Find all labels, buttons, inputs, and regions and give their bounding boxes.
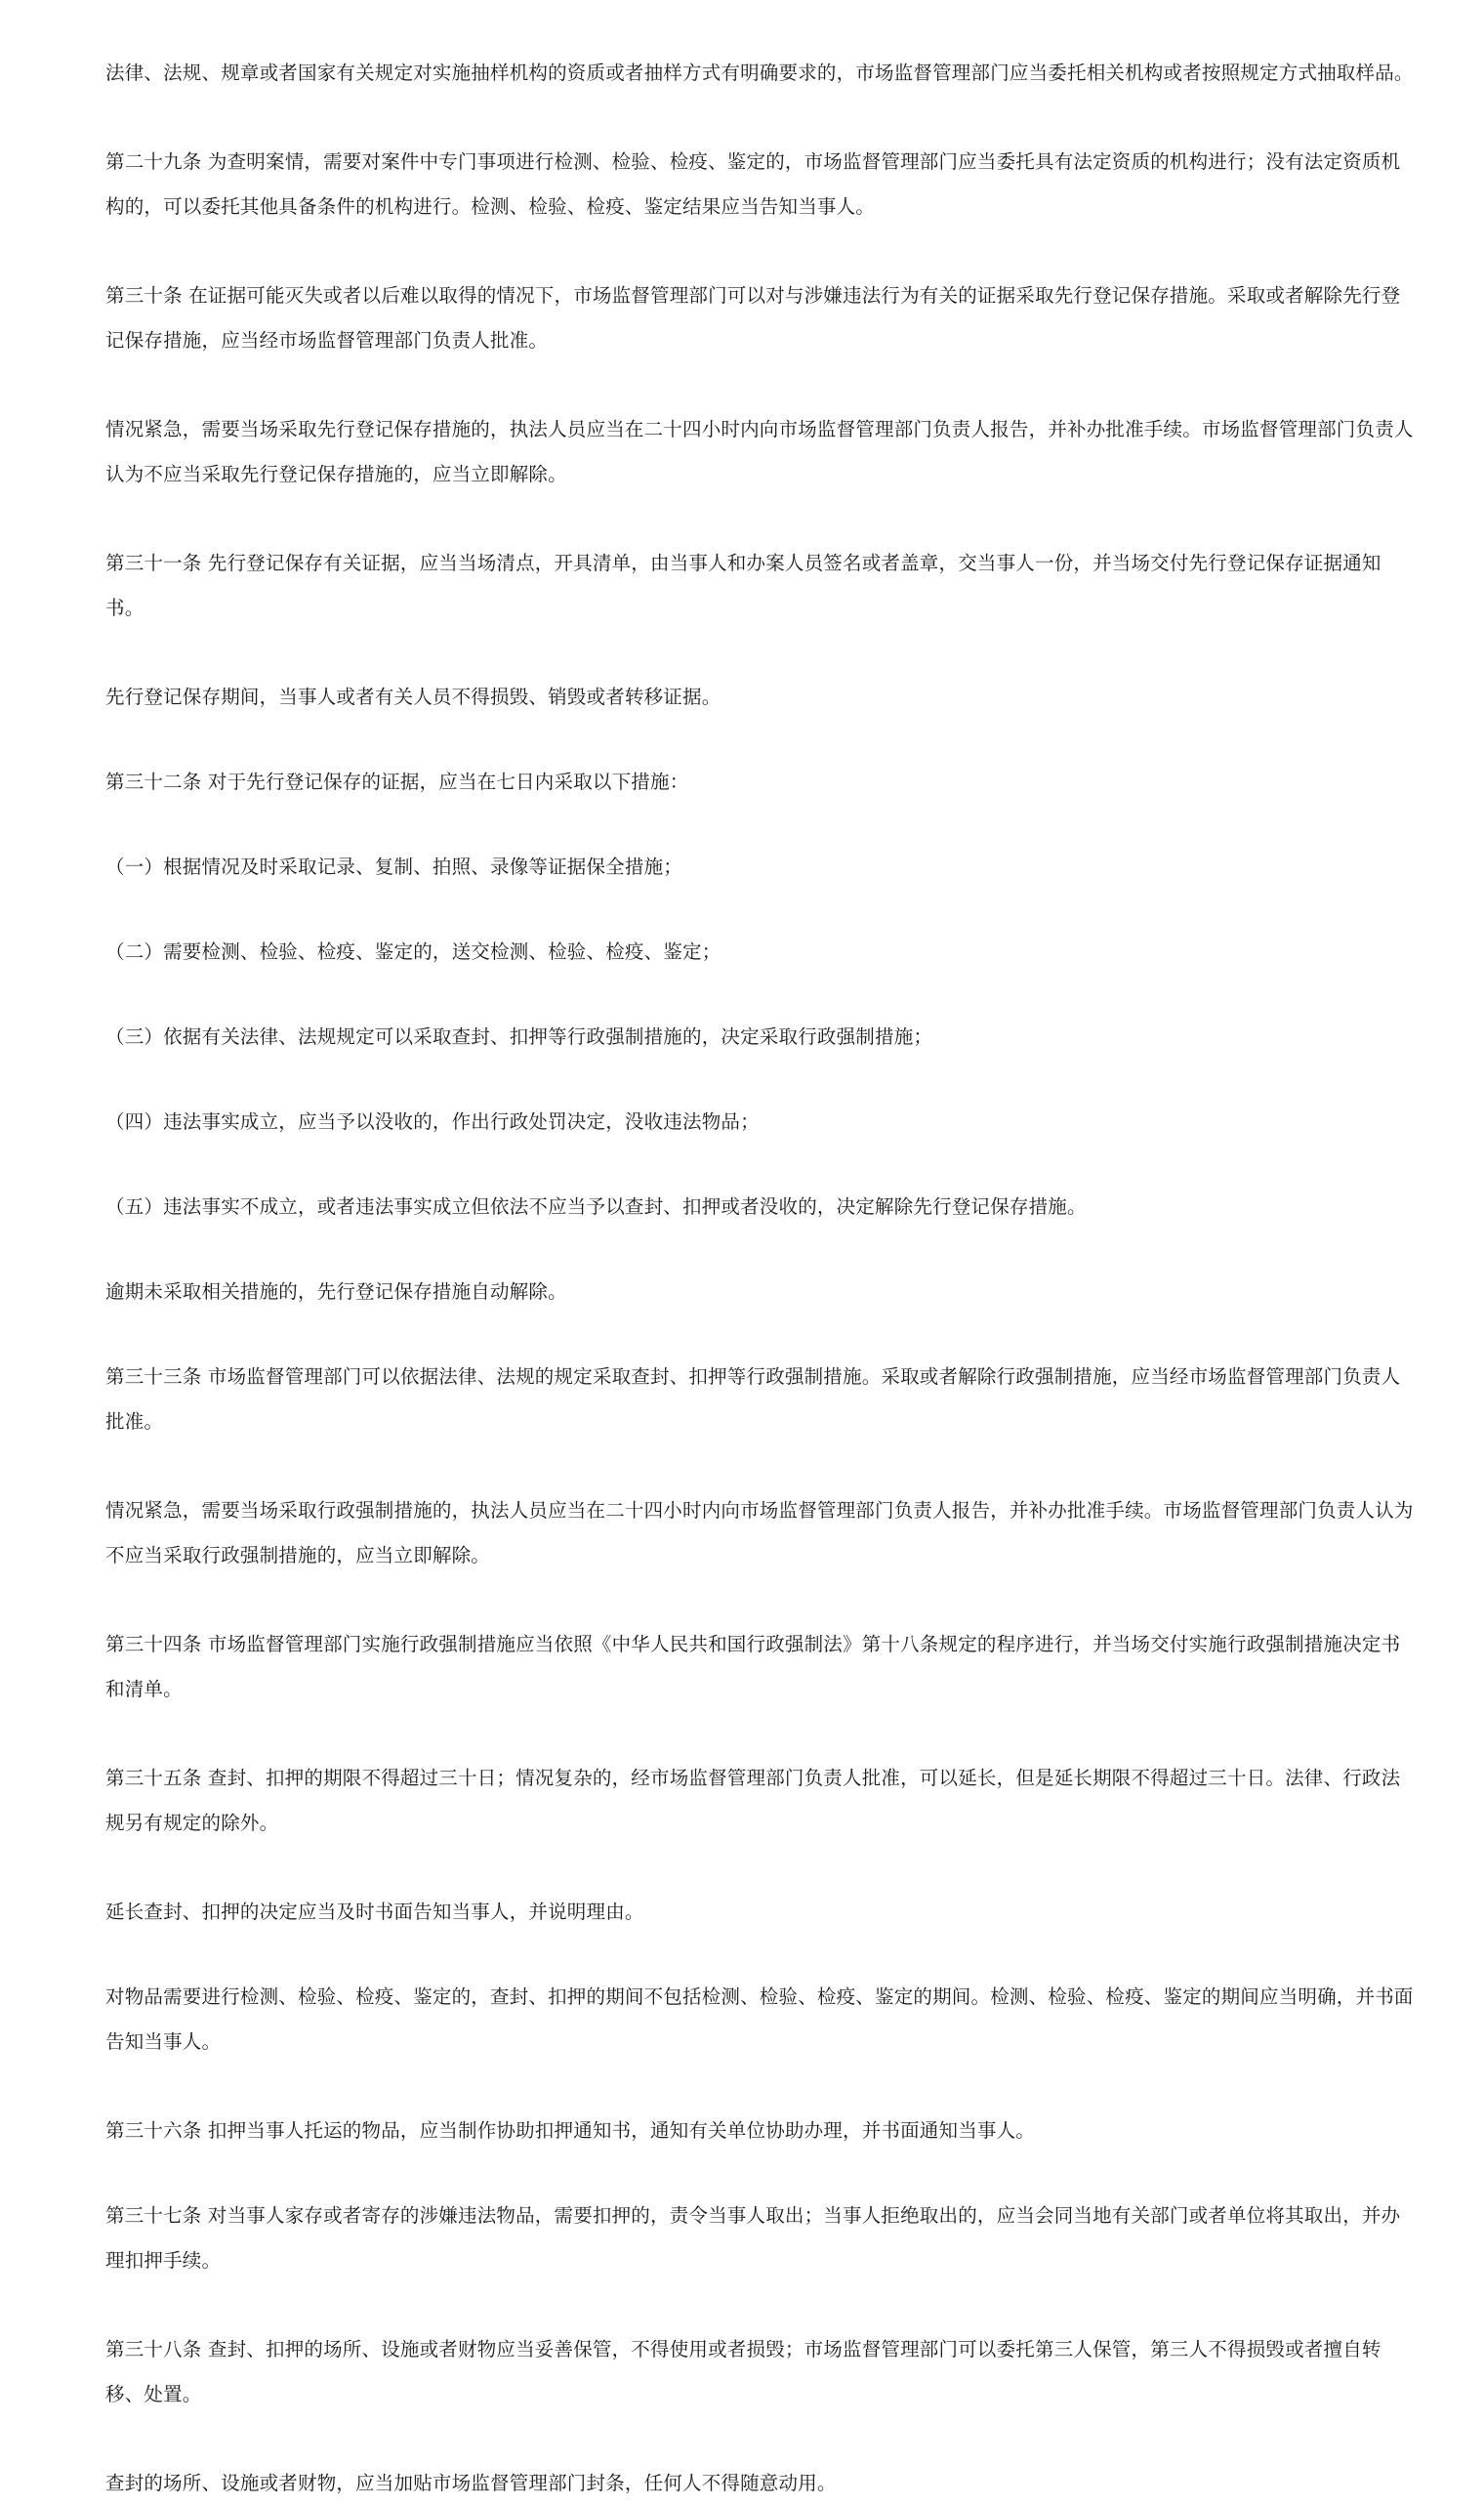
paragraph-article-33: 第三十三条 市场监督管理部门可以依据法律、法规的规定采取查封、扣押等行政强制措施。采取或者解除行政强制措施，应当经市场监督管理部门负责人批准。 (105, 1365, 1401, 1433)
paragraph-sampling-requirements: 法律、法规、规章或者国家有关规定对实施抽样机构的资质或者抽样方式有明确要求的，市场监督管理部门应当委托相关机构或者按照规定方式抽取样品。 (105, 62, 1414, 84)
paragraph-article-31: 第三十一条 先行登记保存有关证据，应当当场清点，开具清单，由当事人和办案人员签名或者盖章，交当事人一份，并当场交付先行登记保存证据通知书。 (105, 552, 1381, 619)
paragraph-article-34: 第三十四条 市场监督管理部门实施行政强制措施应当依照《中华人民共和国行政强制法》第十八条规定的程序进行，并当场交付实施行政强制措施决定书和清单。 (105, 1633, 1401, 1700)
paragraph-article-33-urgent: 情况紧急，需要当场采取行政强制措施的，执法人员应当在二十四小时内向市场监督管理部门负责人报告，并补办批准手续。市场监督管理部门负责人认为不应当采取行政强制措施的，应当立即解除。 (105, 1499, 1414, 1566)
paragraph-article-35-extension: 延长查封、扣押的决定应当及时书面告知当事人，并说明理由。 (105, 1900, 644, 1923)
paragraph-article-32-expiry: 逾期未采取相关措施的，先行登记保存措施自动解除。 (105, 1280, 567, 1303)
list-item-article-32-3: （三）依据有关法律、法规规定可以采取查封、扣押等行政强制措施的，决定采取行政强制措施； (105, 1025, 933, 1048)
paragraph-article-38-seal: 查封的场所、设施或者财物，应当加贴市场监督管理部门封条，任何人不得随意动用。 (105, 2472, 837, 2494)
paragraph-article-32: 第三十二条 对于先行登记保存的证据，应当在七日内采取以下措施： (105, 771, 689, 793)
list-item-article-32-5: （五）违法事实不成立，或者违法事实成立但依法不应当予以查封、扣押或者没收的，决定解除先行登记保存措施。 (105, 1195, 1087, 1218)
paragraph-article-30: 第三十条 在证据可能灭失或者以后难以取得的情况下，市场监督管理部门可以对与涉嫌违法行为有关的证据采取先行登记保存措施。采取或者解除先行登记保存措施，应当经市场监督管理部门负责人批准。 (105, 284, 1401, 352)
paragraph-article-30-urgent: 情况紧急，需要当场采取先行登记保存措施的，执法人员应当在二十四小时内向市场监督管理部门负责人报告，并补办批准手续。市场监督管理部门负责人认为不应当采取先行登记保存措施的，应当立即解除。 (105, 418, 1414, 485)
list-item-article-32-4: （四）违法事实成立，应当予以没收的，作出行政处罚决定，没收违法物品； (105, 1110, 760, 1133)
paragraph-article-37: 第三十七条 对当事人家存或者寄存的涉嫌违法物品，需要扣押的，责令当事人取出；当事人拒绝取出的，应当会同当地有关部门或者单位将其取出，并办理扣押手续。 (105, 2204, 1401, 2272)
list-item-article-32-2: （二）需要检测、检验、检疫、鉴定的，送交检测、检验、检疫、鉴定； (105, 940, 721, 963)
paragraph-article-36: 第三十六条 扣押当事人托运的物品，应当制作协助扣押通知书，通知有关单位协助办理，并书面通知当事人。 (105, 2119, 1035, 2142)
paragraph-article-35-testing: 对物品需要进行检测、检验、检疫、鉴定的，查封、扣押的期间不包括检测、检验、检疫、鉴定的期间。检测、检验、检疫、鉴定的期间应当明确，并书面告知当事人。 (105, 1985, 1414, 2053)
paragraph-article-29: 第二十九条 为查明案情，需要对案件中专门事项进行检测、检验、检疫、鉴定的，市场监督管理部门应当委托具有法定资质的机构进行；没有法定资质机构的，可以委托其他具备条件的机构进行。检测、检验、检疫、鉴定结果应当告知当事人。 (105, 150, 1401, 218)
list-item-article-32-1: （一）根据情况及时采取记录、复制、拍照、录像等证据保全措施； (105, 856, 683, 878)
paragraph-article-38: 第三十八条 查封、扣押的场所、设施或者财物应当妥善保管，不得使用或者损毁；市场监督管理部门可以委托第三人保管，第三人不得损毁或者擅自转移、处置。 (105, 2338, 1381, 2405)
paragraph-article-35: 第三十五条 查封、扣押的期限不得超过三十日；情况复杂的，经市场监督管理部门负责人批准，可以延长，但是延长期限不得超过三十日。法律、行政法规另有规定的除外。 (105, 1767, 1401, 1834)
paragraph-article-31-period: 先行登记保存期间，当事人或者有关人员不得损毁、销毁或者转移证据。 (105, 686, 721, 708)
